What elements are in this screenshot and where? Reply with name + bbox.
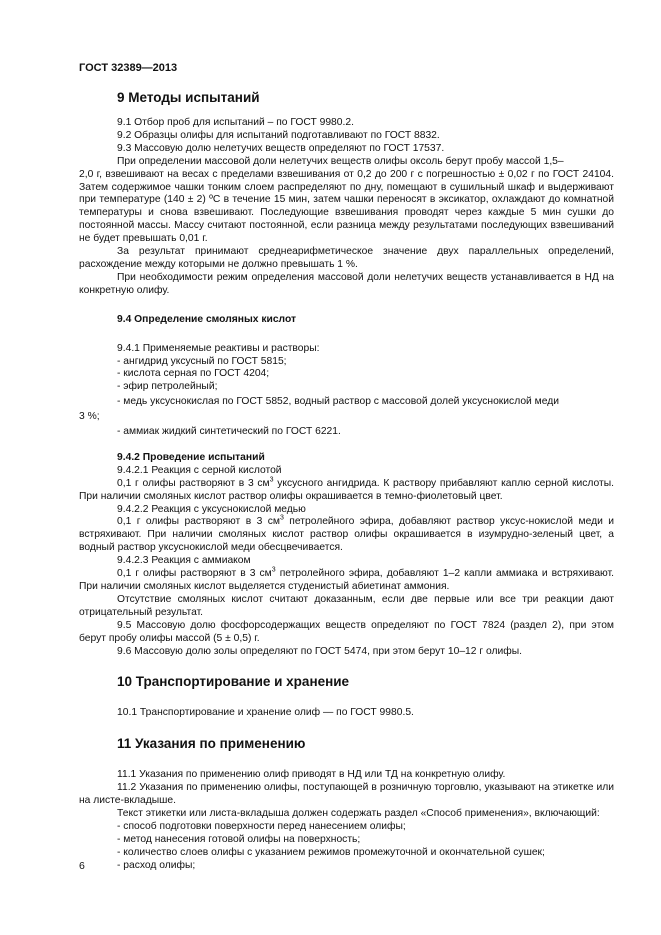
- reagent-item: - эфир петролейный;: [117, 381, 218, 393]
- usage-item: - количество слоев олифы с указанием режимов промежуточной и окончательной сушек;: [117, 846, 545, 858]
- paragraph-9-1: 9.1 Отбор проб для испытаний – по ГОСТ 9980.2.: [117, 117, 354, 128]
- paragraph-result: За результат принимают среднеарифметическое значение двух параллельных определений, расхождение между которыми не должно превышать 1 %.: [79, 246, 614, 270]
- paragraph-9-4-2-3-text: [79, 568, 614, 594]
- superscript: 3: [269, 476, 274, 484]
- text-part: уксусного ангидрида. К раствору прибавляют каплю серной кислоты. При наличии смоляных кислот раствор олифы окрашивается в темно-фиолетовый цвет.: [79, 477, 614, 502]
- paragraph-9-4-2-1: 9.4.2.1 Реакция с серной кислотой: [117, 464, 282, 476]
- paragraph-absent: Отсутствие смоляных кислот считают доказанным, если две первые или все три реакции дают отрицательный результат.: [79, 593, 614, 618]
- reagent-item-continuation: 3 %;: [79, 411, 100, 423]
- paragraph-11-2: 11.2 Указания по применению олифы, поступающей в розничную торговлю, указывают на этикетке или на листе-вкладыше.: [79, 782, 614, 807]
- paragraph-mode: При необходимости режим определения массовой доли нелетучих веществ устанавливается в НД на конкретную олифу.: [79, 271, 614, 296]
- text-part: петролейного эфира, добавляют 1–2 капли аммиака и встряхивают. При наличии смоляных кислот выделяется студенистый абиетинат аммония.: [79, 568, 614, 592]
- paragraph-11-text: Текст этикетки или листа-вкладыша должен содержать раздел «Способ применения», включающий:: [117, 808, 600, 820]
- paragraph-9-4-1: 9.4.1 Применяемые реактивы и растворы:: [117, 342, 320, 354]
- text-part: петролейного эфира, добавляют раствор уксус-нокислой меди и встряхивают. При наличии смоляных кислот раствор олифы окрашивается в изумрудно-зеленый цвет, а водный раствор уксуснокислой меди обесцвечивается.: [79, 516, 614, 554]
- paragraph-9-4-2-3: 9.4.2.3 Реакция с аммиаком: [117, 555, 251, 567]
- paragraph-11-1: 11.1 Указания по применению олиф приводят в НД или ТД на конкретную олифу.: [117, 769, 506, 781]
- text-part: 0,1 г олифы растворяют в 3 см: [117, 477, 270, 489]
- superscript: 3: [271, 566, 276, 574]
- section-10-title: 10 Транспортирование и хранение: [117, 674, 350, 690]
- paragraph-9-3: 9.3 Массовую долю нелетучих веществ определяют по ГОСТ 17537.: [117, 142, 445, 154]
- section-9-4-title: 9.4 Определение смоляных кислот: [117, 313, 297, 325]
- text-part: 0,1 г олифы растворяют в 3 см: [117, 516, 280, 528]
- page-number: 6: [79, 860, 85, 872]
- paragraph-10-1: 10.1 Транспортирование и хранение олиф — по ГОСТ 9980.5.: [117, 707, 414, 719]
- paragraph-9-5: 9.5 Массовую долю фосфорсодержащих веществ определяют по ГОСТ 7824 (раздел 2), при этом берут пробу олифы массой (5 ± 0,5) г.: [79, 619, 614, 644]
- reagent-item: - аммиак жидкий синтетический по ГОСТ 6221.: [117, 426, 341, 438]
- standard-header: ГОСТ 32389—2013: [79, 62, 178, 74]
- reagent-item: - кислота серная по ГОСТ 4204;: [117, 368, 270, 380]
- reagent-item: - медь уксуснокислая по ГОСТ 5852, водный раствор с массовой долей уксуснокислой меди: [117, 396, 560, 408]
- usage-item: - метод нанесения готовой олифы на поверхность;: [117, 833, 361, 845]
- paragraph-9-4-2-2: 9.4.2.2 Реакция с уксуснокислой медью: [117, 503, 306, 515]
- section-9-4-2-title: 9.4.2 Проведение испытаний: [117, 451, 265, 463]
- usage-item: - способ подготовки поверхности перед нанесением олифы;: [117, 820, 406, 832]
- paragraph-9-3-text-b: 2,0 г, взвешивают на весах с пределами взвешивания от 0,2 до 200 г с погрешностью ± 0,02 г по ГОСТ 24104. Затем содержимое чашки тонким слоем распределяют по дну, помещают в сушильный шкаф и выдерживают при температуре (140 ± 2) ºС в течение 15 мин, затем чашки переносят в эксикатор, охлаждают до комнатной температуры и снова взвешивают. Последующие взвешивания проводят через каждые 5 мин сушки до постоянной массы. Массу считают постоянной, если разница между результатами последующих взвешиваний не будет превышать 0,01 г.: [79, 168, 614, 245]
- reagent-item: - ангидрид уксусный по ГОСТ 5815;: [117, 355, 287, 367]
- superscript: 3: [279, 515, 284, 523]
- paragraph-9-4-2-2-text: [79, 516, 614, 555]
- text-part: 0,1 г олифы растворяют в 3 см: [117, 568, 272, 580]
- paragraph-9-6: 9.6 Массовую долю золы определяют по ГОСТ 5474, при этом берут 10–12 г олифы.: [117, 645, 522, 657]
- section-11-title: 11 Указания по применению: [117, 736, 306, 752]
- paragraph-9-3-text-a: При определении массовой доли нелетучих веществ олифы оксоль берут пробу массой 1,5–: [117, 155, 564, 167]
- paragraph-9-2: 9.2 Образцы олифы для испытаний подготавливают по ГОСТ 8832.: [117, 129, 440, 141]
- page-content: [79, 90, 614, 873]
- paragraph-9-4-2-1-text: [79, 478, 614, 504]
- section-9-title: 9 Методы испытаний: [117, 90, 260, 105]
- usage-item: - расход олифы;: [117, 859, 196, 871]
